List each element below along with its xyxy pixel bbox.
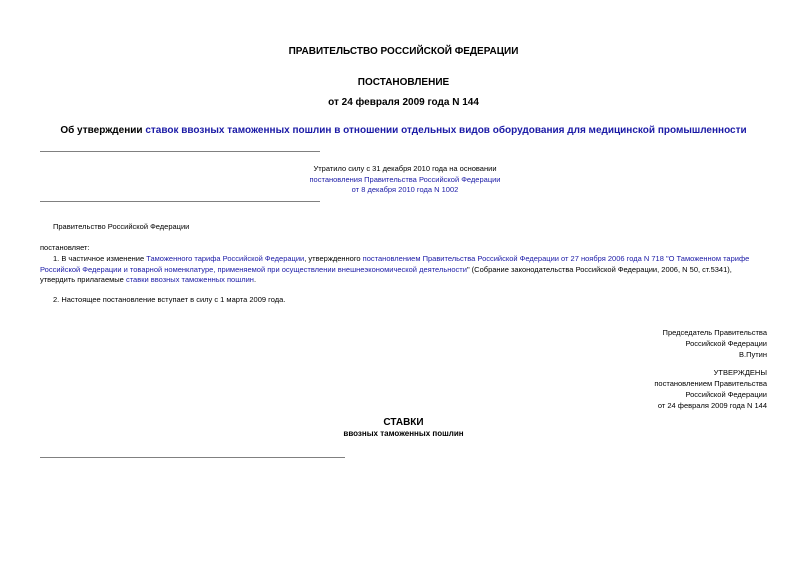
repeal-note [250,164,560,196]
appendix-rule [40,457,345,458]
intro-text: Правительство Российской Федерации [53,222,190,231]
appendix-title: СТАВКИ [383,417,424,428]
document-date: от 24 февраля 2009 года N 144 [328,97,479,108]
decree-718-link[interactable]: постановлением Правительства Российской Федерации от 27 ноября 2006 года N 718 "О Таможенном тарифе Российской Федерации и товарной номенклатуре, применяемой при осуществлении внешнеэкономической деятельности [40,254,750,274]
signature-block [663,327,767,360]
decree-word: постановляет: [40,243,90,252]
paragraph-2: 2. Настоящее постановление вступает в силу с 1 марта 2009 года. [53,295,286,304]
signature-line: Председатель Правительства [662,328,767,337]
p1-text-c: " (Собрание законодательства Российской Федерации, 2006, N 50, ст.5341), утвердить прилагаемые [40,264,732,284]
appendix-subtitle: ввозных таможенных пошлин [343,429,464,438]
duty-rates-link[interactable]: ставки ввозных таможенных пошлин [125,275,254,284]
document-title [0,125,807,136]
approved-line: постановлением Правительства [654,379,767,388]
repeal-note-link-date[interactable]: от 8 декабря 2010 года N 1002 [351,185,459,194]
repeal-note-line: Утратило силу с 31 декабря 2010 года на основании [313,164,497,173]
note-bottom-rule [40,201,320,202]
approved-block [654,367,767,411]
p1-text-a: 1. В частичное изменение [53,254,147,263]
p1-text-d: . [253,275,257,284]
signature-line: Российской Федерации [685,339,767,348]
p1-text-b: , утвержденного [304,254,363,263]
paragraph-1 [40,254,768,286]
approved-date: от 24 февраля 2009 года N 144 [657,401,767,410]
government-heading: ПРАВИТЕЛЬСТВО РОССИЙСКОЙ ФЕДЕРАЦИИ [288,46,519,57]
customs-tariff-link[interactable]: Таможенного тарифа Российской Федерации [146,254,305,263]
approved-line: Российской Федерации [685,390,767,399]
note-top-rule [40,151,320,152]
approved-label: УТВЕРЖДЕНЫ [713,368,767,377]
title-prefix: Об утверждении [60,125,146,136]
document-type: ПОСТАНОВЛЕНИЕ [357,77,450,88]
title-link[interactable]: ставок ввозных таможенных пошлин в отношении отдельных видов оборудования для медицинской промышленности [145,125,747,136]
repeal-note-link[interactable]: постановления Правительства Российской Федерации [309,174,501,184]
signature-name: В.Путин [739,350,767,359]
